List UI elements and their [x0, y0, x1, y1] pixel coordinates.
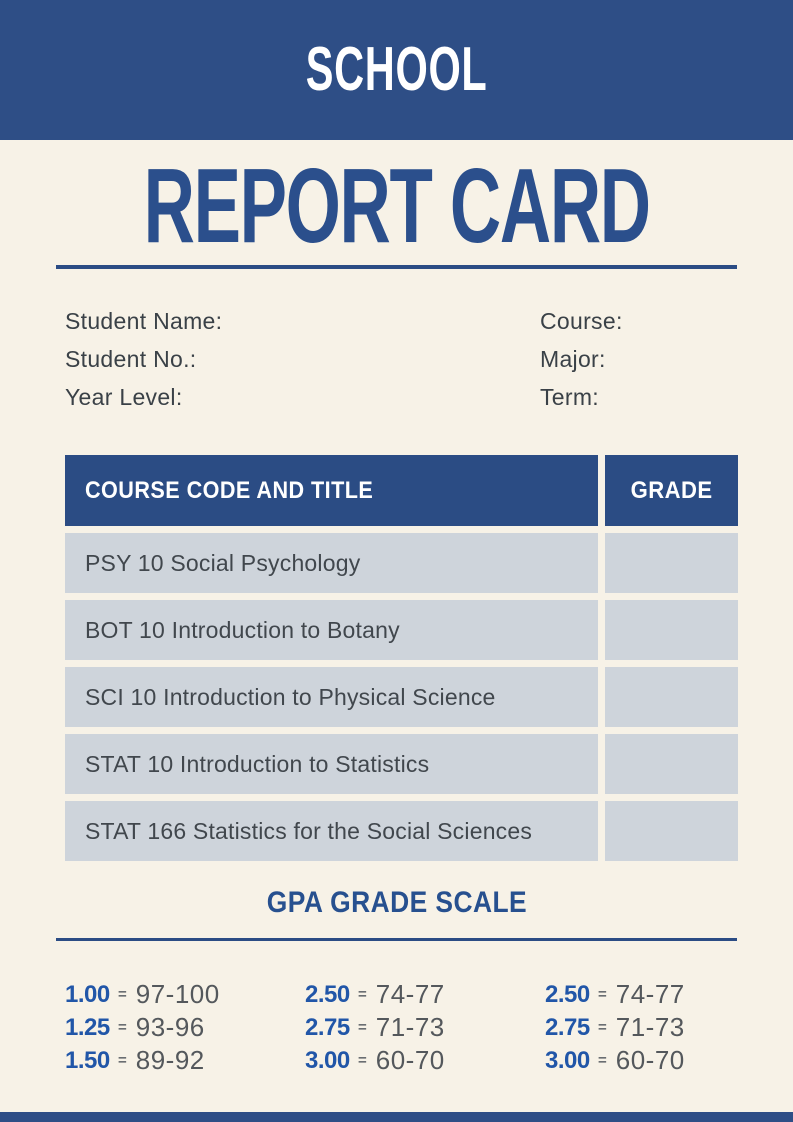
- score-range: 60-70: [375, 1045, 445, 1075]
- gpa-scale-entry: [305, 978, 545, 1011]
- gpa-value: 3.00: [545, 1046, 590, 1074]
- year-level-label: Year Level:: [65, 383, 183, 410]
- gpa-value: 1.00: [65, 980, 110, 1008]
- course-cell: STAT 10 Introduction to Statistics: [65, 734, 598, 794]
- gpa-scale-column-2: [305, 978, 545, 1077]
- course-cell: SCI 10 Introduction to Physical Science: [65, 667, 598, 727]
- grade-cell: [605, 801, 738, 861]
- major-label: Major:: [540, 345, 606, 372]
- footer-bar: [0, 1112, 793, 1122]
- student-info-left-column: [65, 302, 540, 416]
- gpa-scale-entry: [65, 978, 305, 1011]
- course-column-header: [65, 455, 598, 526]
- header-bar: [0, 0, 793, 140]
- equals-sign: =: [118, 1052, 127, 1069]
- equals-sign: =: [358, 1019, 367, 1036]
- student-info: [65, 302, 740, 416]
- score-range: 89-92: [135, 1045, 205, 1075]
- course-table: [65, 455, 738, 861]
- gpa-scale-column-1: [65, 978, 305, 1077]
- grade-cell: [605, 533, 738, 593]
- gpa-scale-entry: [65, 1011, 305, 1044]
- gpa-scale-entry: [545, 1011, 785, 1044]
- table-row: [65, 667, 738, 727]
- gpa-scale-entry: [65, 1044, 305, 1077]
- equals-sign: =: [118, 1019, 127, 1036]
- title-divider: [56, 265, 737, 269]
- gpa-scale-entry: [305, 1011, 545, 1044]
- school-label: SCHOOL: [305, 35, 488, 104]
- table-header-row: [65, 455, 738, 526]
- equals-sign: =: [598, 1052, 607, 1069]
- gpa-value: 2.50: [545, 980, 590, 1008]
- score-range: 71-73: [615, 1012, 685, 1042]
- gpa-value: 2.75: [545, 1013, 590, 1041]
- gpa-scale-entry: [545, 1044, 785, 1077]
- table-row: [65, 801, 738, 861]
- gpa-value: 1.25: [65, 1013, 110, 1041]
- score-range: 97-100: [135, 979, 220, 1009]
- course-label: Course:: [540, 307, 623, 334]
- course-cell: BOT 10 Introduction to Botany: [65, 600, 598, 660]
- score-range: 60-70: [615, 1045, 685, 1075]
- score-range: 93-96: [135, 1012, 205, 1042]
- table-row: [65, 734, 738, 794]
- gpa-scale-entry: [545, 978, 785, 1011]
- grade-cell: [605, 734, 738, 794]
- grade-cell: [605, 600, 738, 660]
- gpa-scale-title: [0, 888, 793, 918]
- course-cell: STAT 166 Statistics for the Social Sciences: [65, 801, 598, 861]
- course-cell: PSY 10 Social Psychology: [65, 533, 598, 593]
- table-row: [65, 600, 738, 660]
- gpa-value: 1.50: [65, 1046, 110, 1074]
- student-name-label: Student Name:: [65, 307, 223, 334]
- course-column-header-text: COURSE CODE AND TITLE: [85, 476, 374, 504]
- gpa-scale-entry: [305, 1044, 545, 1077]
- score-range: 71-73: [375, 1012, 445, 1042]
- gpa-scale-title-text: GPA GRADE SCALE: [266, 886, 527, 919]
- page-title: [0, 147, 793, 265]
- grade-column-header-text: GRADE: [630, 476, 713, 504]
- gpa-value: 3.00: [305, 1046, 350, 1074]
- equals-sign: =: [358, 986, 367, 1003]
- gpa-value: 2.50: [305, 980, 350, 1008]
- gpa-scale: [65, 978, 785, 1077]
- student-no-label: Student No.:: [65, 345, 197, 372]
- score-range: 74-77: [615, 979, 685, 1009]
- equals-sign: =: [598, 1019, 607, 1036]
- page-title-text: REPORT CARD: [143, 147, 650, 265]
- equals-sign: =: [358, 1052, 367, 1069]
- gpa-scale-column-3: [545, 978, 785, 1077]
- grade-column-header: [605, 455, 738, 526]
- gpa-value: 2.75: [305, 1013, 350, 1041]
- table-row: [65, 533, 738, 593]
- equals-sign: =: [598, 986, 607, 1003]
- equals-sign: =: [118, 986, 127, 1003]
- score-range: 74-77: [375, 979, 445, 1009]
- gpa-scale-divider: [56, 938, 737, 941]
- term-label: Term:: [540, 383, 599, 410]
- student-info-right-column: [540, 302, 740, 416]
- grade-cell: [605, 667, 738, 727]
